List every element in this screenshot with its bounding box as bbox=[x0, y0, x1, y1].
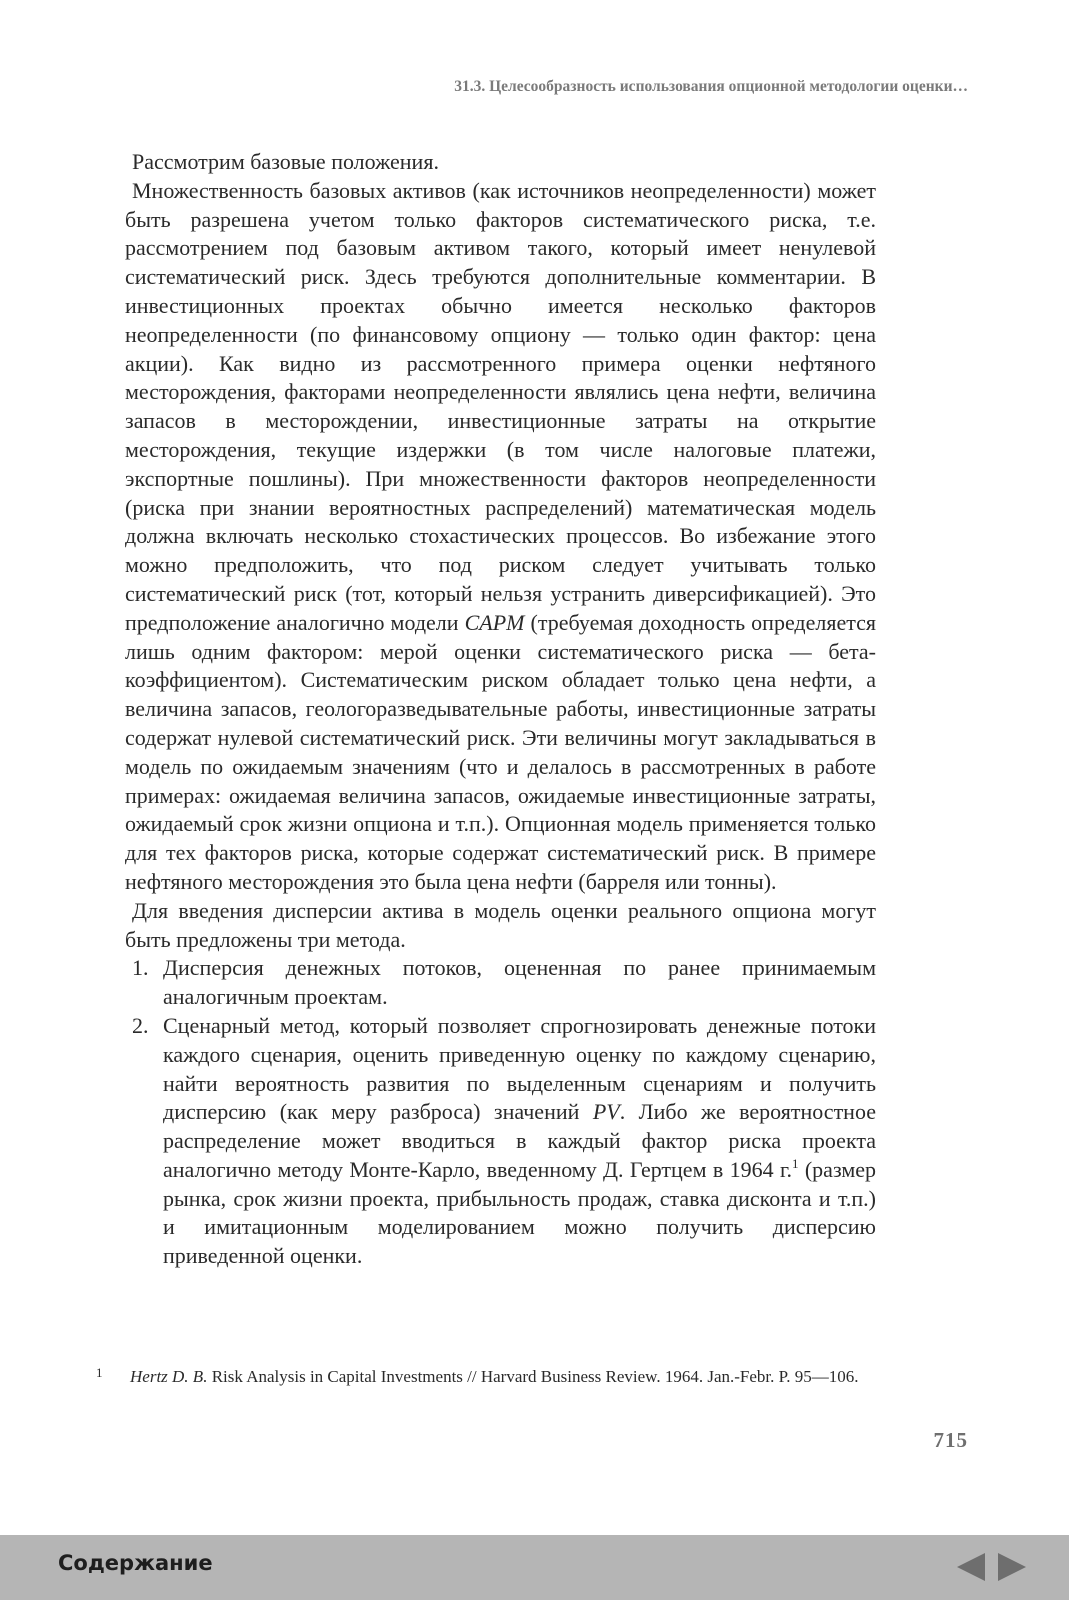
contents-link[interactable]: Содержание bbox=[58, 1551, 213, 1575]
capm-term: CAPM bbox=[464, 609, 525, 635]
list-item-number: 1. bbox=[132, 955, 149, 981]
footnote-body bbox=[96, 1366, 876, 1387]
pv-term: PV bbox=[592, 1099, 620, 1125]
paragraph-text: Множественность базовых активов (как источников неопределенности) может быть разрешена учетом только факторов систематического риска, т.е. рассмотрением под базовым активом такого, который имеет ненулевой систематический риск. Здесь требуются дополнительные комментарии. В инвестиционных проектах обычно имеется несколько факторов неопределенности (по финансовому опциону — только один фактор: цена акции). Как видно из рассмотренного примера оценки нефтяного месторождения, факторами неопределенности являлись цена нефти, величина запасов в месторождении, инвестиционные затраты на открытие месторождения, текущие издержки (в том числе налоговые платежи, экспортные пошлины). При множественности факторов неопределенности (риска при знании вероятностных распределений) математическая модель должна включать несколько стохастических процессов. Во избежание этого можно предположить, что под риском следует учитывать только систематический риск (тот, который нельзя устранить диверсификацией). Это предположение аналогично модели bbox=[125, 177, 876, 635]
main-text bbox=[125, 148, 876, 1271]
previous-page-button[interactable] bbox=[955, 1551, 987, 1583]
footnote-author: Hertz D. B. bbox=[130, 1367, 208, 1386]
footnote-reference[interactable]: 1 bbox=[792, 1155, 799, 1171]
list-item-text-part: (размер рынка, срок жизни проекта, прибыльность продаж, ставка дисконта и т.п.) и имитационным моделированием можно получить дисперсию приведенной оценки. bbox=[163, 1156, 877, 1269]
list-item-text bbox=[163, 1012, 876, 1271]
triangle-right-icon bbox=[996, 1551, 1028, 1583]
footnote-text: Risk Analysis in Capital Investments // Harvard Business Review. 1964. Jan.-Febr. P. 95—106. bbox=[211, 1367, 859, 1386]
next-page-button[interactable] bbox=[996, 1551, 1028, 1583]
paragraph-text: (требуемая доходность определяется лишь одним фактором: мерой оценки систематического риска — бета-коэффициентом). Систематическим риском обладает только цена нефти, а величина запасов, геологоразведывательные работы, инвестиционные затраты содержат нулевой систематический риск. Эти величины могут закладываться в модель по ожидаемым значениям (что и делалось в рассмотренных в работе примерах: ожидаемая величина запасов, ожидаемые инвестиционные затраты, ожидаемый срок жизни опциона и т.п.). Опционная модель применяется только для тех факторов риска, которые содержат систематический риск. В примере нефтяного месторождения это была цена нефти (барреля или тонны). bbox=[125, 609, 877, 894]
triangle-left-icon bbox=[955, 1551, 987, 1583]
paragraph-intro: Рассмотрим базовые положения. bbox=[132, 149, 439, 174]
page-number: 715 bbox=[933, 1428, 968, 1452]
list-item-text-part: . Либо же вероятностное распределение может вводиться в каждый фактор риска проекта аналогично методу Монте-Карло, введенному Д. Гертцем в 1964 г. bbox=[163, 1099, 876, 1182]
footnote-mark: 1 bbox=[96, 1365, 103, 1380]
navigation-bar bbox=[0, 1535, 1069, 1600]
list-item-text: Дисперсия денежных потоков, оцененная по ранее принимаемым аналогичным проектам. bbox=[163, 955, 876, 1010]
list-item-number: 2. bbox=[132, 1012, 149, 1038]
methods-list bbox=[125, 954, 876, 1271]
paragraph-underlying-assets bbox=[125, 177, 876, 897]
footnote bbox=[96, 1366, 876, 1387]
list-item-text-part: Сценарный метод, который позволяет спрогнозировать денежные потоки каждого сценария, оценить приведенную оценку по каждому сценарию, найти вероятность развития по выделенным сценариям и получить дисперсию (как меру разброса) значений bbox=[163, 1012, 876, 1125]
list-item bbox=[125, 1012, 876, 1271]
running-header: 31.3. Целесообразность использования опционной методологии оценки… bbox=[454, 78, 968, 95]
list-item bbox=[125, 954, 876, 1012]
paragraph-methods-intro: Для введения дисперсии актива в модель оценки реального опциона могут быть предложены три метода. bbox=[125, 897, 876, 952]
